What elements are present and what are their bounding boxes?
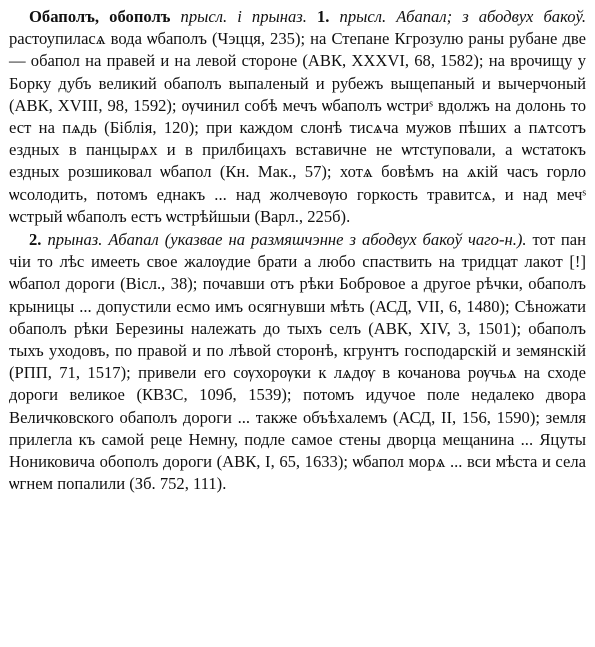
sense-1-definition: Абапал; з абодвух бакоў.	[396, 7, 586, 26]
sense-2-definition: Абапал (указвае на размяшчэнне з абодвух бакоў чаго-н.).	[108, 230, 527, 250]
headword: Обаполъ, обополъ	[29, 7, 171, 26]
sense-2-citations: тот пан чіи то лѣс имееть свое жалѹдие брати а любо спаствить на тридцат лакот [!] ѡбапол дороги (Вісл., 38); почавши отъ рѣки Бобровое а другое рѣчки, обаполъ крыницы ... допустили есмо имъ осягнувши мѣть (АСД, VII, 6, 1480); Сѣножати обаполъ рѣки Березины належать до тыхъ селъ (АВК, XIV, 3, 1501); обаполъ тыхъ уходовъ, по правой и по лѣвой сторонѣ, кгрунтъ господарскій и земянскій (РПП, 71, 1517); привели его сѹхорѹки к лѧдѹ в кочанова рѹчьѧ на сходе дороги великое (КВЗС, 109б, 1539); потомъ идучое поле недалеко двора Величковского обаполъ дороги ... также объѣхалемъ (АСД, II, 156, 1590); земля прилегла къ самой реце Немну, подле самое стены дворца мещанина ... Яцуты Нониковича обополъ дороги (АВК, I, 65, 1633); ѡбапол морѧ ... вси мѣста и села ѡгнем попалили (Зб. 752, 111).	[9, 230, 586, 494]
sense-1-label: прысл.	[339, 7, 387, 26]
grammar-label: прысл. і прыназ.	[180, 7, 307, 26]
sense-1-number: 1.	[316, 7, 330, 26]
sense-1-paragraph	[9, 6, 586, 228]
sense-2-label: прыназ.	[47, 230, 103, 250]
sense-2-paragraph	[9, 229, 586, 495]
sense-1-citations: растоупиласѧ вода ѡбаполъ (Чэцця, 235); на Степане Кгрозулю раны рубане две — обапол на правей и на левой стороне (АВК, XXXVI, 68, 1582); на врочищу у Борку дубъ великий обаполъ выпаленый и рубежъ выщепаный и вычерчоный (АВК, XVIII, 98, 1592); ѹчинил собѣ мечъ ѡбаполъ ѡстриˢ вдолжъ на долонь то ест на пѧдь (Біблія, 120); при каждом слонѣ тисѧча мужов пѣших а пѧтсотъ ездных в панцырѧх и в прилбицахъ вставичне не ѡтступовали, а ѡстатокъ ездных розшиковал ѡбапол (Кн. Мак., 57); хотѧ бовѣмъ на ѧкій часъ горло ѡсолодить, потомъ еднакъ ... над жолчевѹю горкость травитсѧ, и над мечˢ ѡстрый ѡбаполъ естъ ѡстрѣйшыи (Варл., 225б).	[9, 29, 586, 226]
sense-2-number: 2.	[29, 230, 42, 250]
